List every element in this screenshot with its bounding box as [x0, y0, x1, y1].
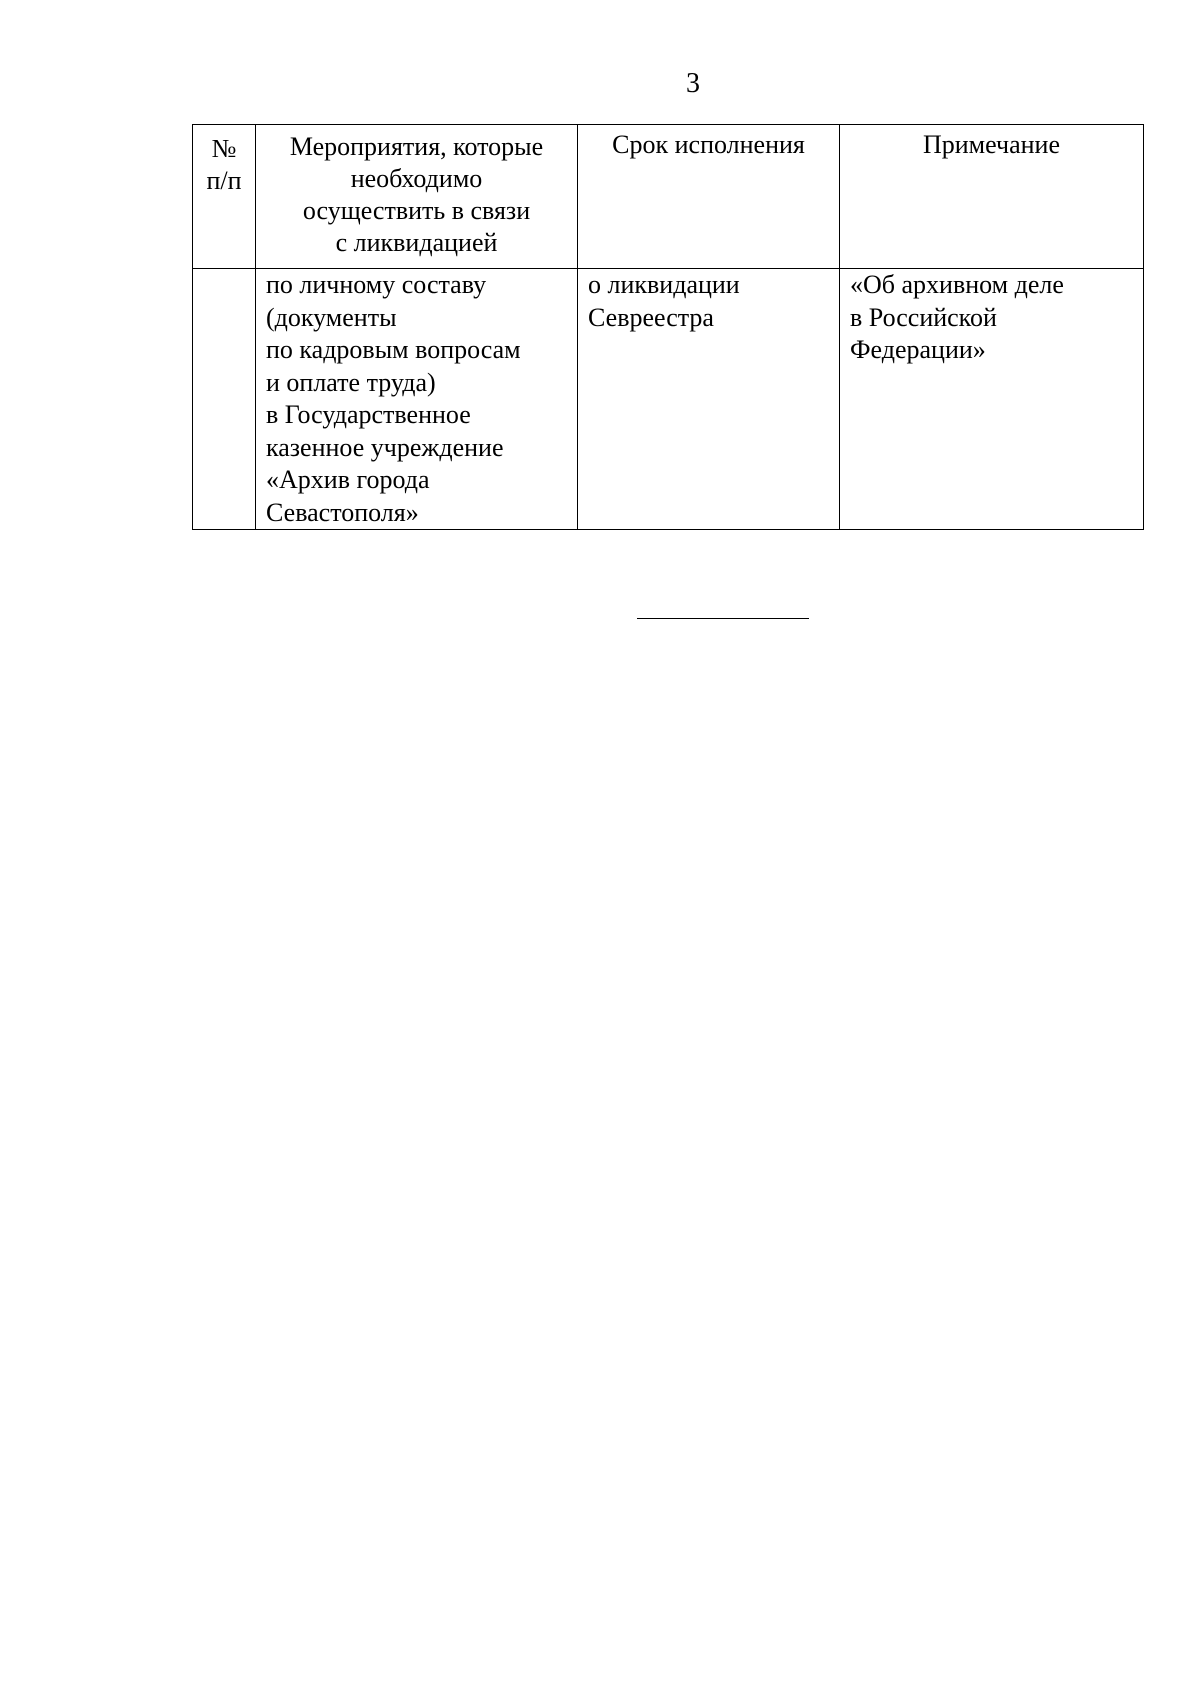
header-deadline: Срок исполнения	[578, 125, 840, 269]
table-row	[193, 269, 1144, 530]
header-number: № п/п	[193, 125, 256, 269]
end-divider-line	[637, 618, 809, 619]
measures-table	[192, 124, 1144, 530]
row-deadline-cell: о ликвидации Севреестра	[578, 269, 840, 530]
row-number-cell	[193, 269, 256, 530]
row-note-cell: «Об архивном деле в Российской Федерации»	[840, 269, 1144, 530]
row-measures-cell: по личному составу (документы по кадровым вопросам и оплате труда) в Государственное казенное учреждение «Архив города Севастополя»	[256, 269, 578, 530]
table-header-row	[193, 125, 1144, 269]
header-note: Примечание	[840, 125, 1144, 269]
page-number: 3	[686, 68, 700, 99]
header-measures: Мероприятия, которые необходимо осуществить в связи с ликвидацией	[256, 125, 578, 269]
